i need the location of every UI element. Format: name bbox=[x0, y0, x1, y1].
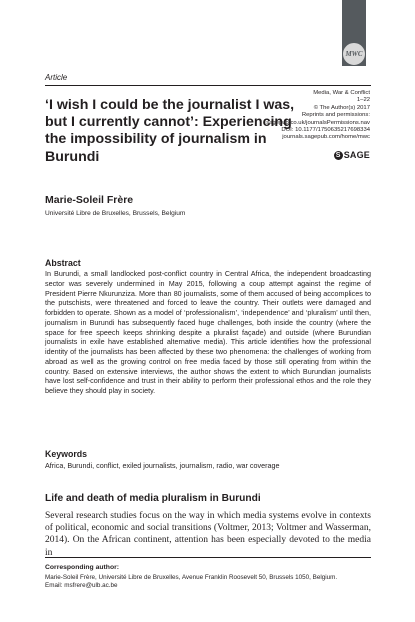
section-body-text: Several research studies focus on the way in which media systems evolve in contexts of political, economic and social transitions (Voltmer, 2013; Voltmer and Wasserman, 2014). On the African continent, attention has been especially devoted to the media in bbox=[45, 511, 371, 558]
journal-meta bbox=[220, 90, 370, 142]
journal-url[interactable]: journals.sagepub.com/home/mwc bbox=[282, 134, 370, 141]
reprints-label: Reprints and permissions: bbox=[301, 112, 370, 119]
permissions-link[interactable]: sagepub.co.uk/journalsPermissions.nav bbox=[266, 119, 370, 126]
author-affiliation: Université Libre de Bruxelles, Brussels, Belgium bbox=[45, 210, 186, 217]
publisher-name: SAGE bbox=[343, 150, 370, 160]
author-name: Marie-Soleil Frère bbox=[45, 194, 134, 206]
header-divider bbox=[45, 85, 371, 86]
copyright: © The Author(s) 2017 bbox=[313, 104, 370, 111]
keywords-heading: Keywords bbox=[45, 449, 88, 459]
page-range: 1–22 bbox=[356, 97, 370, 104]
journal-name: Media, War & Conflict bbox=[313, 90, 370, 96]
sage-mark-icon: S bbox=[334, 151, 343, 160]
abstract-text: In Burundi, a small landlocked post-conflict country in Central Africa, the independent broadcasting sector was severely undermined in May 2015, following a coup attempt against the regime of President Pierre Nkurunziza. More than 80 journalists, some of them accused of being accomplices to the putschists, were threatened and forced to leave the country. Their outlets were damaged and forbidden to operate. Shown as a model of ‘professionalism’, ‘independence’ and ‘pluralism’ until then, journalism in Burundi has subsequently faced huge challenges, both inside the country (where the space for free speech keeps shrinking despite a pluralist façade) and outside (where Burundian journalists in exile have established alternative media). This article identifies how the professional identity of the journalists has been affected by these two phenomena: the challenges of working from abroad as well as the growing control on free media faced by those still operating from within the country. Based on extensive interviews, the author shows the extent to which Burundian journalists have lost self-confidence and trust in their ability to perform their professional ethos and the role they believe they should play in society. bbox=[45, 269, 371, 395]
corresponding-email[interactable]: Email: msfrere@ulb.ac.be bbox=[45, 582, 118, 590]
corresponding-address: Marie-Soleil Frère, Université Libre de Bruxelles, Avenue Franklin Roosevelt 50, Brussels 1050, Belgium. bbox=[45, 574, 338, 581]
doi: DOI: 10.1177/1750635217698334 bbox=[281, 127, 370, 134]
journal-seal-logo: MWC bbox=[342, 42, 366, 66]
article-type: Article bbox=[45, 73, 68, 82]
keywords-text: Africa, Burundi, conflict, exiled journalists, journalism, radio, war coverage bbox=[45, 461, 280, 470]
abstract-heading: Abstract bbox=[45, 258, 81, 268]
corresponding-author-heading: Corresponding author: bbox=[45, 564, 120, 571]
article-title: ‘I wish I could be the journalist I was, but I currently cannot’: Experiencing the impossibility of journalism in Burundi bbox=[45, 97, 295, 165]
corresponding-author-details bbox=[45, 574, 375, 591]
section-heading: Life and death of media pluralism in Burundi bbox=[45, 493, 261, 504]
footnote-divider bbox=[45, 557, 371, 558]
publisher-logo bbox=[334, 150, 370, 160]
